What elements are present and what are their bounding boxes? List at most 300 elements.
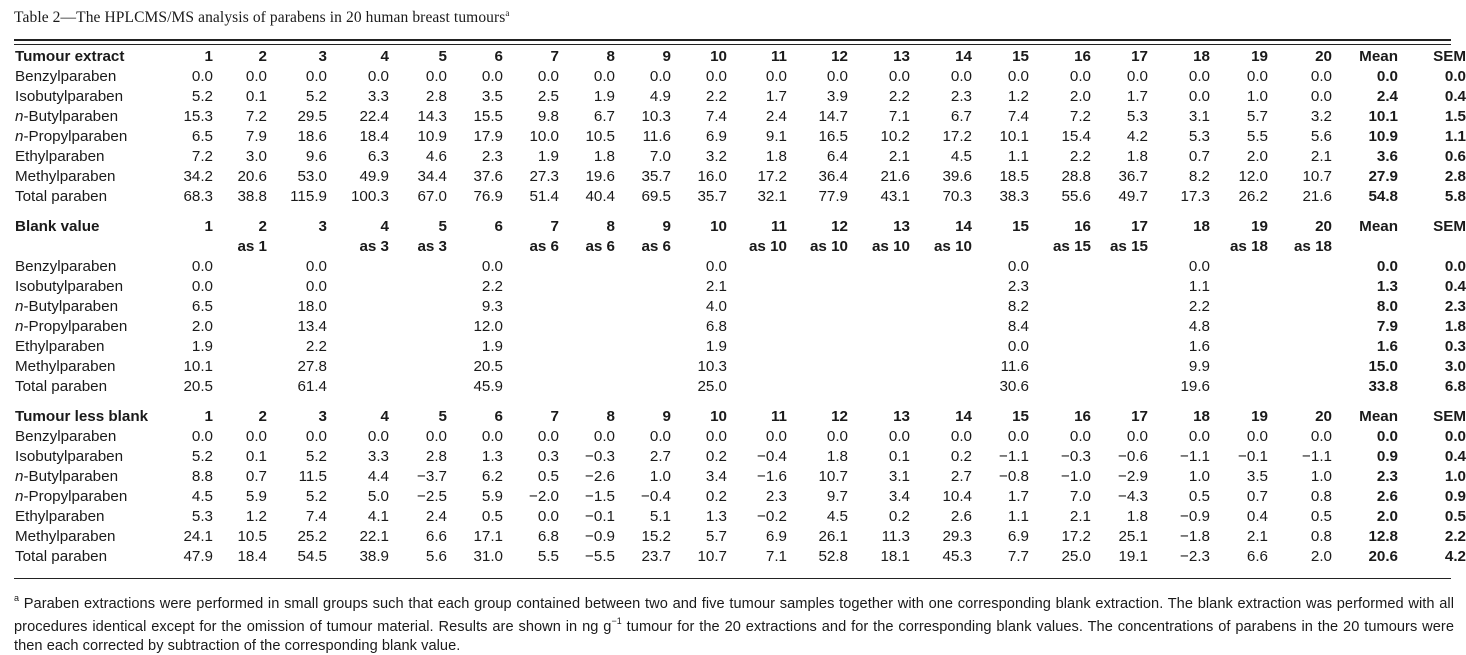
value-cell: 49.7 — [1118, 188, 1148, 205]
value-cell — [853, 317, 915, 337]
value-cell: 6.7 — [593, 108, 615, 125]
value-cell: 5.2 — [191, 88, 213, 105]
value-cell: −1.0 — [1061, 468, 1091, 485]
value-cell: 0.5 — [481, 508, 503, 525]
footnote-superscript: −1 — [611, 616, 622, 627]
value-cell — [394, 297, 452, 317]
value-cell: 100.3 — [350, 188, 389, 205]
value-cell: 1.9 — [593, 88, 615, 105]
value-cell: 26.1 — [818, 528, 848, 545]
value-cell: 0.0 — [705, 68, 727, 85]
value-cell: 6.9 — [705, 128, 727, 145]
value-cell: 0.2 — [705, 488, 727, 505]
value-cell — [218, 257, 272, 277]
value-cell: 0.7 — [245, 468, 267, 485]
column-header: 1 — [204, 408, 213, 425]
value-cell — [915, 317, 977, 337]
section-title: Tumour extract — [15, 48, 125, 65]
value-cell: 5.0 — [367, 488, 389, 505]
value-cell: 0.0 — [1007, 68, 1029, 85]
value-cell: 10.7 — [818, 468, 848, 485]
value-cell: 14.3 — [417, 108, 447, 125]
value-cell: −0.9 — [585, 528, 615, 545]
value-cell — [853, 337, 915, 357]
value-cell: 2.2 — [1188, 298, 1210, 315]
table-row — [14, 467, 1466, 487]
value-cell: 1.7 — [765, 88, 787, 105]
mean-cell: 0.0 — [1376, 258, 1398, 275]
mean-cell: 33.8 — [1368, 378, 1398, 395]
value-cell: 2.0 — [1246, 148, 1268, 165]
value-cell: 2.0 — [1069, 88, 1091, 105]
value-cell: 4.5 — [950, 148, 972, 165]
value-cell — [218, 277, 272, 297]
blank-mapping-cell — [676, 237, 732, 257]
value-cell — [732, 317, 792, 337]
value-cell: 17.3 — [1180, 188, 1210, 205]
value-cell: 2.3 — [1007, 278, 1029, 295]
value-cell: 0.0 — [537, 68, 559, 85]
value-cell: −2.0 — [529, 488, 559, 505]
value-cell: 2.5 — [537, 88, 559, 105]
value-cell: 30.6 — [999, 378, 1029, 395]
value-cell — [1273, 337, 1337, 357]
column-header: 16 — [1074, 408, 1091, 425]
value-cell — [564, 377, 620, 397]
row-label-text: Total paraben — [15, 378, 108, 395]
value-cell — [394, 257, 452, 277]
value-cell: 3.3 — [367, 448, 389, 465]
value-cell — [1215, 357, 1273, 377]
value-cell: 0.0 — [888, 68, 910, 85]
row-label-text: Methylparaben — [15, 168, 116, 185]
value-cell — [853, 257, 915, 277]
column-header: SEM — [1433, 48, 1466, 65]
value-cell — [620, 257, 676, 277]
top-rule-inner — [14, 44, 1451, 45]
value-cell: 34.4 — [417, 168, 447, 185]
value-cell: 8.8 — [191, 468, 213, 485]
value-cell: 52.8 — [818, 548, 848, 565]
table-row — [14, 277, 1466, 297]
value-cell: 4.5 — [826, 508, 848, 525]
mean-cell: 20.6 — [1368, 548, 1398, 565]
value-cell: −2.3 — [1180, 548, 1210, 565]
column-header: 15 — [1012, 218, 1029, 235]
value-cell: 45.9 — [473, 378, 503, 395]
value-cell: 0.0 — [649, 428, 671, 445]
value-cell: 10.1 — [183, 358, 213, 375]
column-header: 16 — [1074, 218, 1091, 235]
value-cell — [915, 357, 977, 377]
value-cell: 3.0 — [245, 148, 267, 165]
blank-mapping-cell — [1153, 237, 1215, 257]
value-cell: 10.5 — [237, 528, 267, 545]
value-cell: 0.2 — [705, 448, 727, 465]
value-cell: 0.0 — [888, 428, 910, 445]
value-cell: −0.3 — [585, 448, 615, 465]
value-cell — [853, 297, 915, 317]
row-label — [14, 167, 162, 187]
value-cell: 7.4 — [705, 108, 727, 125]
value-cell: 0.0 — [1007, 428, 1029, 445]
value-cell — [218, 297, 272, 317]
blank-mapping-cell: as 10 — [809, 238, 848, 255]
column-header: 13 — [893, 48, 910, 65]
value-cell — [508, 317, 564, 337]
table-row — [14, 257, 1466, 277]
value-cell: 3.5 — [1246, 468, 1268, 485]
value-cell: 11.6 — [642, 128, 671, 145]
value-cell: 0.0 — [593, 428, 615, 445]
value-cell — [1215, 257, 1273, 277]
table-row — [14, 127, 1466, 147]
value-cell: −2.5 — [417, 488, 447, 505]
value-cell: 5.2 — [191, 448, 213, 465]
row-label — [14, 357, 162, 377]
value-cell: 10.0 — [529, 128, 559, 145]
value-cell: −0.8 — [999, 468, 1029, 485]
table-footnote — [14, 590, 1454, 655]
value-cell: 1.8 — [826, 448, 848, 465]
value-cell: 2.3 — [950, 88, 972, 105]
value-cell: −2.9 — [1118, 468, 1148, 485]
table-row — [14, 427, 1466, 447]
value-cell: 3.2 — [1310, 108, 1332, 125]
value-cell: 1.9 — [191, 338, 213, 355]
value-cell: 0.5 — [1188, 488, 1210, 505]
value-cell: 0.0 — [705, 258, 727, 275]
row-label — [14, 107, 162, 127]
column-header: 18 — [1193, 218, 1210, 235]
value-cell: 0.0 — [481, 428, 503, 445]
value-cell: 27.8 — [297, 358, 327, 375]
value-cell: 7.1 — [765, 548, 787, 565]
value-cell: 27.3 — [529, 168, 559, 185]
value-cell: 24.1 — [183, 528, 213, 545]
value-cell: 3.2 — [705, 148, 727, 165]
value-cell — [1034, 297, 1096, 317]
value-cell: 37.6 — [473, 168, 503, 185]
value-cell: 8.4 — [1007, 318, 1029, 335]
value-cell: 61.4 — [297, 378, 327, 395]
column-header: 14 — [955, 48, 972, 65]
row-label — [14, 187, 162, 207]
value-cell: 18.1 — [880, 548, 910, 565]
table-row — [14, 377, 1466, 397]
value-cell — [508, 357, 564, 377]
value-cell: 1.9 — [705, 338, 727, 355]
value-cell: 8.2 — [1188, 168, 1210, 185]
value-cell — [792, 337, 853, 357]
value-cell — [853, 277, 915, 297]
value-cell: 1.0 — [649, 468, 671, 485]
value-cell: 0.1 — [245, 88, 267, 105]
value-cell: 5.3 — [1126, 108, 1148, 125]
value-cell: 21.6 — [1302, 188, 1332, 205]
value-cell: 22.1 — [359, 528, 389, 545]
value-cell: −1.5 — [585, 488, 615, 505]
value-cell: 0.0 — [305, 258, 327, 275]
value-cell — [1034, 277, 1096, 297]
value-cell: 2.1 — [1310, 148, 1332, 165]
value-cell: 45.3 — [942, 548, 972, 565]
value-cell: 0.0 — [425, 68, 447, 85]
value-cell: 1.0 — [1188, 468, 1210, 485]
row-label-text: -Butylparaben — [23, 468, 119, 485]
value-cell: 1.2 — [245, 508, 267, 525]
value-cell: 0.0 — [305, 428, 327, 445]
value-cell: 18.6 — [297, 128, 327, 145]
column-header: 1 — [204, 48, 213, 65]
value-cell — [1273, 377, 1337, 397]
value-cell: 9.9 — [1188, 358, 1210, 375]
mean-cell: 2.3 — [1376, 468, 1398, 485]
value-cell — [732, 277, 792, 297]
value-cell: 12.0 — [1238, 168, 1268, 185]
value-cell: 0.0 — [950, 68, 972, 85]
row-label — [14, 127, 162, 147]
value-cell — [732, 337, 792, 357]
column-header: 4 — [380, 408, 389, 425]
value-cell: 1.1 — [1007, 148, 1029, 165]
value-cell — [1034, 317, 1096, 337]
column-header: 4 — [380, 218, 389, 235]
value-cell: 51.4 — [529, 188, 559, 205]
value-cell: −5.5 — [585, 548, 615, 565]
value-cell — [1096, 297, 1153, 317]
value-cell: 0.0 — [826, 428, 848, 445]
value-cell: 6.7 — [950, 108, 972, 125]
value-cell: 1.7 — [1126, 88, 1148, 105]
value-cell: 10.2 — [880, 128, 910, 145]
value-cell: 76.9 — [473, 188, 503, 205]
value-cell: 3.9 — [826, 88, 848, 105]
value-cell: 0.5 — [537, 468, 559, 485]
value-cell: 9.7 — [826, 488, 848, 505]
sem-cell: 0.3 — [1444, 338, 1466, 355]
value-cell: 0.0 — [826, 68, 848, 85]
value-cell: 6.2 — [481, 468, 503, 485]
value-cell: 5.1 — [649, 508, 671, 525]
column-header: 10 — [710, 218, 727, 235]
table-row — [14, 187, 1466, 207]
value-cell: 5.3 — [1188, 128, 1210, 145]
value-cell — [394, 337, 452, 357]
value-cell — [1273, 277, 1337, 297]
sem-cell: 0.4 — [1444, 278, 1466, 295]
value-cell: 18.0 — [297, 298, 327, 315]
blank-mapping-cell: as 18 — [1293, 238, 1332, 255]
row-label-text: Isobutylparaben — [15, 278, 124, 295]
sem-cell: 4.2 — [1444, 548, 1466, 565]
row-label — [14, 427, 162, 447]
value-cell: 0.2 — [888, 508, 910, 525]
table-row — [14, 487, 1466, 507]
column-header: 5 — [438, 48, 447, 65]
value-cell: 10.3 — [697, 358, 727, 375]
value-cell — [564, 277, 620, 297]
value-cell: 0.0 — [245, 68, 267, 85]
value-cell — [915, 257, 977, 277]
value-cell: 6.6 — [425, 528, 447, 545]
row-label-prefix: n — [15, 298, 24, 315]
row-label-prefix: n — [15, 488, 24, 505]
value-cell: 5.3 — [191, 508, 213, 525]
value-cell: 0.0 — [1246, 68, 1268, 85]
column-header: 1 — [204, 218, 213, 235]
value-cell — [1034, 377, 1096, 397]
value-cell: 25.0 — [697, 378, 727, 395]
sem-cell: 5.8 — [1444, 188, 1466, 205]
value-cell: 1.0 — [1246, 88, 1268, 105]
value-cell: 8.2 — [1007, 298, 1029, 315]
blank-mapping-cell: as 6 — [585, 238, 615, 255]
value-cell: 19.6 — [585, 168, 615, 185]
blank-mapping-cell: as 6 — [641, 238, 671, 255]
sem-cell: 2.3 — [1444, 298, 1466, 315]
mean-cell: 54.8 — [1368, 188, 1398, 205]
row-label-text: -Propylparaben — [23, 318, 128, 335]
value-cell — [508, 337, 564, 357]
table-row — [14, 87, 1466, 107]
value-cell: 3.5 — [481, 88, 503, 105]
value-cell — [620, 297, 676, 317]
value-cell: 15.5 — [473, 108, 503, 125]
sem-cell: 0.0 — [1444, 428, 1466, 445]
row-label-prefix: n — [15, 318, 24, 335]
value-cell: 70.3 — [942, 188, 972, 205]
sem-cell: 0.9 — [1444, 488, 1466, 505]
column-header: Mean — [1359, 218, 1398, 235]
value-cell: 10.1 — [999, 128, 1029, 145]
value-cell — [1215, 337, 1273, 357]
mean-cell: 27.9 — [1368, 168, 1398, 185]
section-header-row — [14, 47, 1466, 67]
value-cell — [792, 277, 853, 297]
value-cell: 7.2 — [245, 108, 267, 125]
value-cell: 0.0 — [191, 278, 213, 295]
value-cell: 1.3 — [705, 508, 727, 525]
mean-cell: 8.0 — [1376, 298, 1398, 315]
value-cell — [792, 357, 853, 377]
value-cell: 2.0 — [191, 318, 213, 335]
value-cell: 10.3 — [641, 108, 671, 125]
value-cell: 0.0 — [1246, 428, 1268, 445]
row-label — [14, 377, 162, 397]
value-cell: 18.5 — [999, 168, 1029, 185]
mean-cell: 2.0 — [1376, 508, 1398, 525]
row-label-text: -Butylparaben — [23, 298, 119, 315]
value-cell: 0.0 — [1310, 68, 1332, 85]
value-cell: 0.7 — [1246, 488, 1268, 505]
value-cell: 1.8 — [765, 148, 787, 165]
value-cell — [1215, 377, 1273, 397]
value-cell — [1215, 297, 1273, 317]
blank-mapping-cell: as 10 — [871, 238, 910, 255]
column-header: 8 — [606, 408, 615, 425]
sem-cell: 0.0 — [1444, 258, 1466, 275]
value-cell: 13.4 — [297, 318, 327, 335]
value-cell — [332, 357, 394, 377]
value-cell: 15.4 — [1061, 128, 1091, 145]
value-cell: 10.7 — [697, 548, 727, 565]
value-cell: 34.2 — [183, 168, 213, 185]
value-cell — [915, 297, 977, 317]
value-cell: 5.2 — [305, 488, 327, 505]
column-header: 16 — [1074, 48, 1091, 65]
value-cell — [853, 377, 915, 397]
value-cell: 5.9 — [481, 488, 503, 505]
value-cell — [620, 277, 676, 297]
value-cell: 4.0 — [705, 298, 727, 315]
column-header: SEM — [1433, 408, 1466, 425]
value-cell: 17.9 — [473, 128, 503, 145]
footnote-marker: a — [14, 593, 20, 603]
value-cell: 0.4 — [1246, 508, 1268, 525]
value-cell: 6.9 — [1007, 528, 1029, 545]
column-header: 19 — [1251, 48, 1268, 65]
value-cell: 10.4 — [942, 488, 972, 505]
column-header: 12 — [831, 218, 848, 235]
value-cell: 6.8 — [537, 528, 559, 545]
sem-cell: 0.4 — [1444, 448, 1466, 465]
value-cell: 28.8 — [1061, 168, 1091, 185]
value-cell: 25.2 — [297, 528, 327, 545]
value-cell: 1.1 — [1188, 278, 1210, 295]
value-cell — [1215, 317, 1273, 337]
value-cell: 0.1 — [245, 448, 267, 465]
column-header: 9 — [662, 408, 671, 425]
value-cell: 0.0 — [1126, 428, 1148, 445]
column-header: 3 — [318, 408, 327, 425]
row-label-text: Methylparaben — [15, 528, 116, 545]
value-cell — [1096, 257, 1153, 277]
value-cell: 0.2 — [950, 448, 972, 465]
value-cell: 1.0 — [1310, 468, 1332, 485]
mean-cell: 10.9 — [1368, 128, 1398, 145]
value-cell: 0.0 — [305, 278, 327, 295]
row-label-text: Isobutylparaben — [15, 448, 124, 465]
column-header: 13 — [893, 408, 910, 425]
row-label — [14, 257, 162, 277]
value-cell — [915, 277, 977, 297]
value-cell: 39.6 — [942, 168, 972, 185]
blank-mapping-row — [14, 237, 1466, 257]
blank-mapping-cell: as 3 — [359, 238, 389, 255]
value-cell: 20.5 — [473, 358, 503, 375]
value-cell — [508, 377, 564, 397]
value-cell — [1096, 317, 1153, 337]
value-cell: 0.0 — [1188, 88, 1210, 105]
row-label-text: Benzylparaben — [15, 258, 117, 275]
value-cell: 7.4 — [1007, 108, 1029, 125]
value-cell: 18.4 — [359, 128, 389, 145]
value-cell: 5.6 — [1310, 128, 1332, 145]
section-title: Tumour less blank — [15, 408, 149, 425]
value-cell — [332, 317, 394, 337]
column-header: 8 — [606, 48, 615, 65]
value-cell: 0.0 — [367, 428, 389, 445]
value-cell: 10.9 — [417, 128, 447, 145]
value-cell — [1034, 357, 1096, 377]
value-cell — [1273, 357, 1337, 377]
value-cell: 0.0 — [425, 428, 447, 445]
column-header: 6 — [494, 218, 503, 235]
sem-cell: 2.8 — [1444, 168, 1466, 185]
value-cell: −1.1 — [999, 448, 1029, 465]
value-cell: −1.6 — [757, 468, 787, 485]
